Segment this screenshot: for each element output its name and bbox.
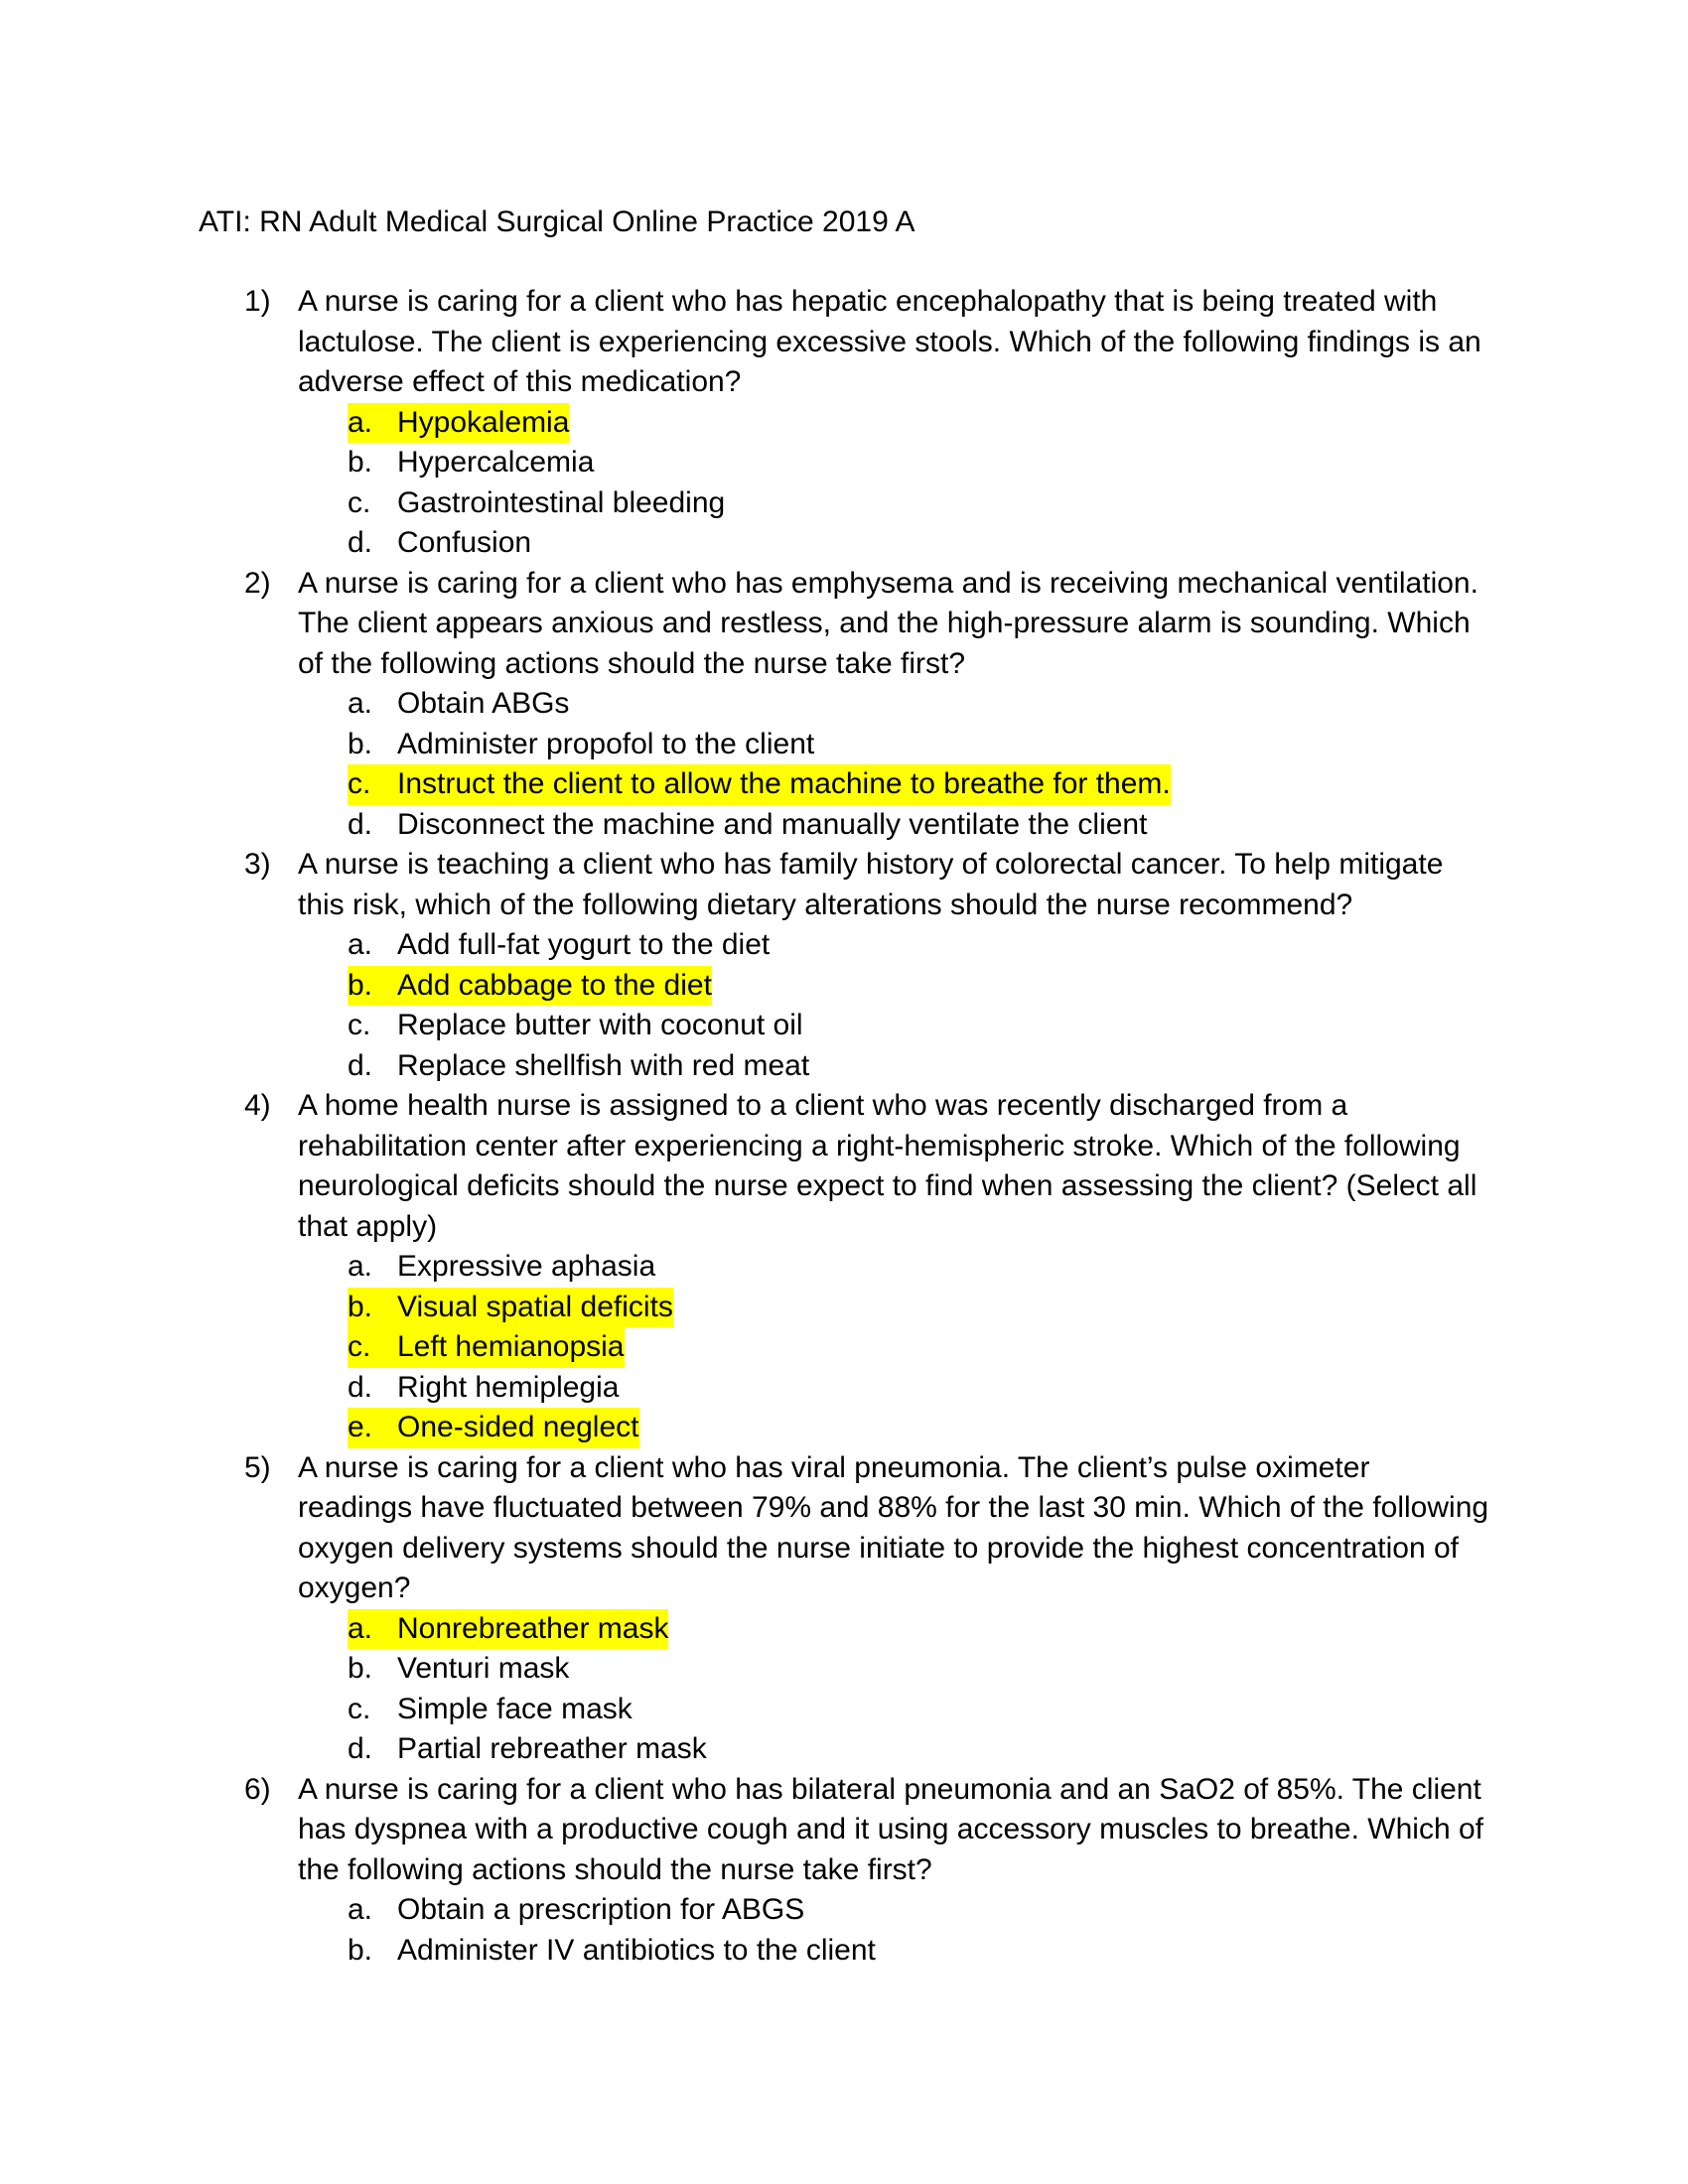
document-title: ATI: RN Adult Medical Surgical Online Practice 2019 A [199, 205, 915, 238]
option-label: a. [348, 403, 397, 444]
option-label: c. [348, 1009, 371, 1041]
question-item [199, 845, 1489, 1086]
question-number: 1) [244, 285, 271, 318]
option-text: Confusion [397, 526, 532, 559]
option-label: c. [348, 1692, 371, 1725]
answer-option [298, 523, 1489, 564]
question-text: A nurse is caring for a client who has hepatic encephalopathy that is being treated with lactulose. The client is experiencing excessive stools. Which of the following findings is an adverse effect of this medication? [298, 285, 1481, 398]
question-number: 6) [244, 1772, 271, 1806]
option-label: b. [348, 1288, 397, 1328]
option-text: Gastrointestinal bleeding [397, 485, 726, 519]
option-text: Add cabbage to the diet [397, 966, 712, 1007]
answer-option [298, 925, 1489, 966]
option-label: d. [348, 1048, 373, 1082]
option-text: Hypercalcemia [397, 446, 595, 478]
answer-options [298, 403, 1489, 564]
option-label: a. [348, 1893, 373, 1926]
answer-option [298, 1690, 1489, 1730]
answer-option-highlighted [298, 1408, 1489, 1448]
option-text: Hypokalemia [397, 403, 569, 444]
answer-options [298, 925, 1489, 1086]
question-item [199, 1448, 1489, 1770]
question-number: 2) [244, 566, 271, 600]
option-label: d. [348, 1370, 373, 1404]
answer-option [298, 1368, 1489, 1409]
question-text: A home health nurse is assigned to a client who was recently discharged from a rehabilitation center after experiencing a right-hemispheric stroke. Which of the following neurological deficits should the nurse expect to find when assessing the client? (Select all that apply) [298, 1089, 1477, 1243]
option-text: Administer propofol to the client [397, 727, 815, 760]
answer-option [298, 725, 1489, 765]
question-item [199, 282, 1489, 564]
option-text: Right hemiplegia [397, 1370, 620, 1404]
answer-option-highlighted [298, 764, 1489, 805]
option-text: Add full-fat yogurt to the diet [397, 928, 771, 961]
answer-option-highlighted [298, 966, 1489, 1007]
question-number: 4) [244, 1089, 271, 1122]
question-list [199, 282, 1489, 1971]
answer-options [298, 1890, 1489, 1971]
answer-option-highlighted [298, 1609, 1489, 1650]
answer-option-highlighted [298, 1327, 1489, 1368]
option-text: Partial rebreather mask [397, 1732, 707, 1765]
option-text: Replace shellfish with red meat [397, 1048, 810, 1082]
answer-option [298, 483, 1489, 524]
answer-option [298, 1931, 1489, 1972]
option-label: b. [348, 1652, 373, 1685]
answer-options [298, 1609, 1489, 1770]
answer-option [298, 1247, 1489, 1288]
question-text: A nurse is caring for a client who has viral pneumonia. The client’s pulse oximeter readings have fluctuated between 79% and 88% for the last 30 min. Which of the following oxygen delivery systems should the nurse initiate to provide the highest concentration of oxygen? [298, 1450, 1489, 1604]
option-text: Obtain a prescription for ABGS [397, 1893, 805, 1926]
question-number: 5) [244, 1450, 271, 1484]
option-label: c. [348, 485, 371, 519]
question-text: A nurse is teaching a client who has family history of colorectal cancer. To help mitigate this risk, which of the following dietary alterations should the nurse recommend? [298, 848, 1444, 921]
question-number: 3) [244, 848, 271, 881]
answer-options [298, 684, 1489, 845]
option-text: Replace butter with coconut oil [397, 1009, 803, 1041]
question-item [199, 564, 1489, 846]
option-label: a. [348, 1609, 397, 1650]
option-text: Obtain ABGs [397, 687, 570, 720]
option-label: b. [348, 1933, 373, 1967]
option-text: Instruct the client to allow the machine to breathe for them. [397, 764, 1171, 805]
answer-option [298, 684, 1489, 725]
option-text: Left hemianopsia [397, 1327, 625, 1368]
option-text: Venturi mask [397, 1652, 570, 1685]
option-text: Simple face mask [397, 1692, 633, 1725]
answer-option [298, 1649, 1489, 1690]
question-item [199, 1770, 1489, 1972]
option-label: a. [348, 1250, 373, 1283]
option-label: e. [348, 1408, 397, 1448]
answer-option [298, 1729, 1489, 1770]
option-label: d. [348, 526, 373, 559]
option-text: Visual spatial deficits [397, 1288, 673, 1328]
answer-option [298, 1006, 1489, 1046]
option-text: Nonrebreather mask [397, 1609, 668, 1650]
option-label: c. [348, 764, 397, 805]
answer-option [298, 1890, 1489, 1931]
answer-option [298, 443, 1489, 483]
answer-option-highlighted [298, 403, 1489, 444]
question-text: A nurse is caring for a client who has emphysema and is receiving mechanical ventilation. The client appears anxious and restless, and the high-pressure alarm is sounding. Which of the following actions should the nurse take first? [298, 566, 1478, 680]
option-text: Administer IV antibiotics to the client [397, 1933, 876, 1967]
answer-options [298, 1247, 1489, 1448]
answer-option-highlighted [298, 1288, 1489, 1328]
answer-option [298, 805, 1489, 846]
option-label: b. [348, 727, 373, 760]
option-label: d. [348, 1732, 373, 1765]
option-text: One-sided neglect [397, 1408, 639, 1448]
option-text: Expressive aphasia [397, 1250, 656, 1283]
answer-option [298, 1046, 1489, 1087]
option-label: a. [348, 687, 373, 720]
option-label: b. [348, 966, 397, 1007]
option-text: Disconnect the machine and manually ventilate the client [397, 807, 1148, 841]
option-label: d. [348, 807, 373, 841]
option-label: b. [348, 446, 373, 478]
question-text: A nurse is caring for a client who has bilateral pneumonia and an SaO2 of 85%. The client has dyspnea with a productive cough and it using accessory muscles to breathe. Which of the following actions should the nurse take first? [298, 1772, 1483, 1886]
option-label: a. [348, 928, 373, 961]
question-item [199, 1086, 1489, 1448]
option-label: c. [348, 1327, 397, 1368]
